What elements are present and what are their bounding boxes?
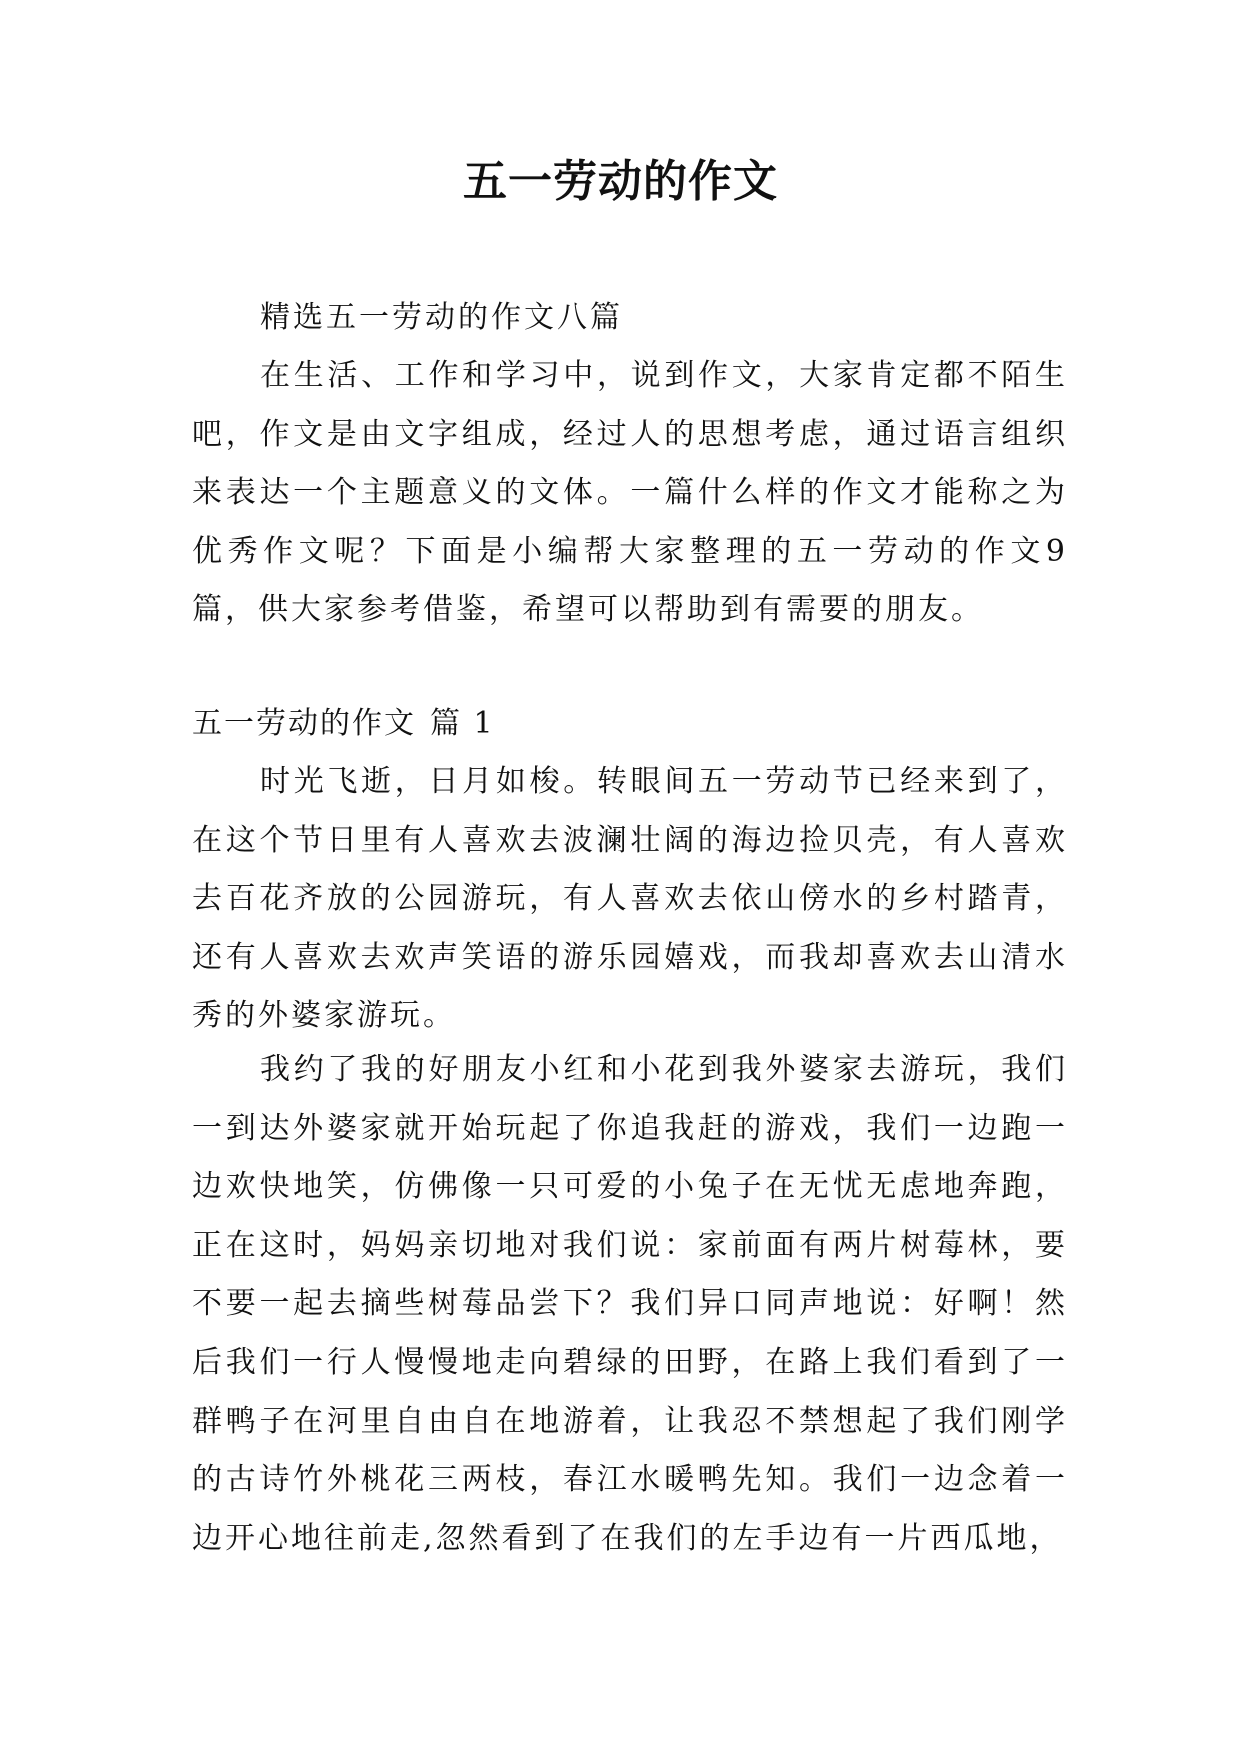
section-heading-text: 五一劳动的作文: [192, 706, 416, 741]
page-title: 五一劳动的作文: [463, 156, 778, 207]
intro-paragraph: 在生活、工作和学习中，说到作文，大家肯定都不陌生吧，作文是由文字组成，经过人的思想考虑，通过语言组织来表达一个主题意义的文体。一篇什么样的作文才能称之为优秀作文呢？下面是小编帮大家整理的五一劳动的作文9篇，供大家参考借鉴，希望可以帮助到有需要的朋友。: [192, 358, 1068, 628]
document-subtitle: 精选五一劳动的作文八篇: [260, 300, 623, 335]
body-paragraph: 时光飞逝，日月如梭。转眼间五一劳动节已经来到了，在这个节日里有人喜欢去波澜壮阔的海边捡贝壳，有人喜欢去百花齐放的公园游玩，有人喜欢去依山傍水的乡村踏青，还有人喜欢去欢声笑语的游乐园嬉戏，而我却喜欢去山清水秀的外婆家游玩。: [192, 764, 1068, 1034]
body-paragraph: 我约了我的好朋友小红和小花到我外婆家去游玩，我们一到达外婆家就开始玩起了你追我赶的游戏，我们一边跑一边欢快地笑，仿佛像一只可爱的小兔子在无忧无虑地奔跑，正在这时，妈妈亲切地对我们说：家前面有两片树莓林，要不要一起去摘些树莓品尝下？我们异口同声地说：好啊！然后我们一行人慢慢地走向碧绿的田野，在路上我们看到了一群鸭子在河里自由自在地游着，让我忍不禁想起了我们刚学的古诗竹外桃花三两枝，春江水暖鸭先知。我们一边念着一边开心地往前走,忽然看到了在我们的左手边有一片西瓜地，: [192, 1052, 1068, 1556]
section-heading: [192, 695, 1068, 754]
section-heading-number: 篇 1: [430, 706, 495, 741]
